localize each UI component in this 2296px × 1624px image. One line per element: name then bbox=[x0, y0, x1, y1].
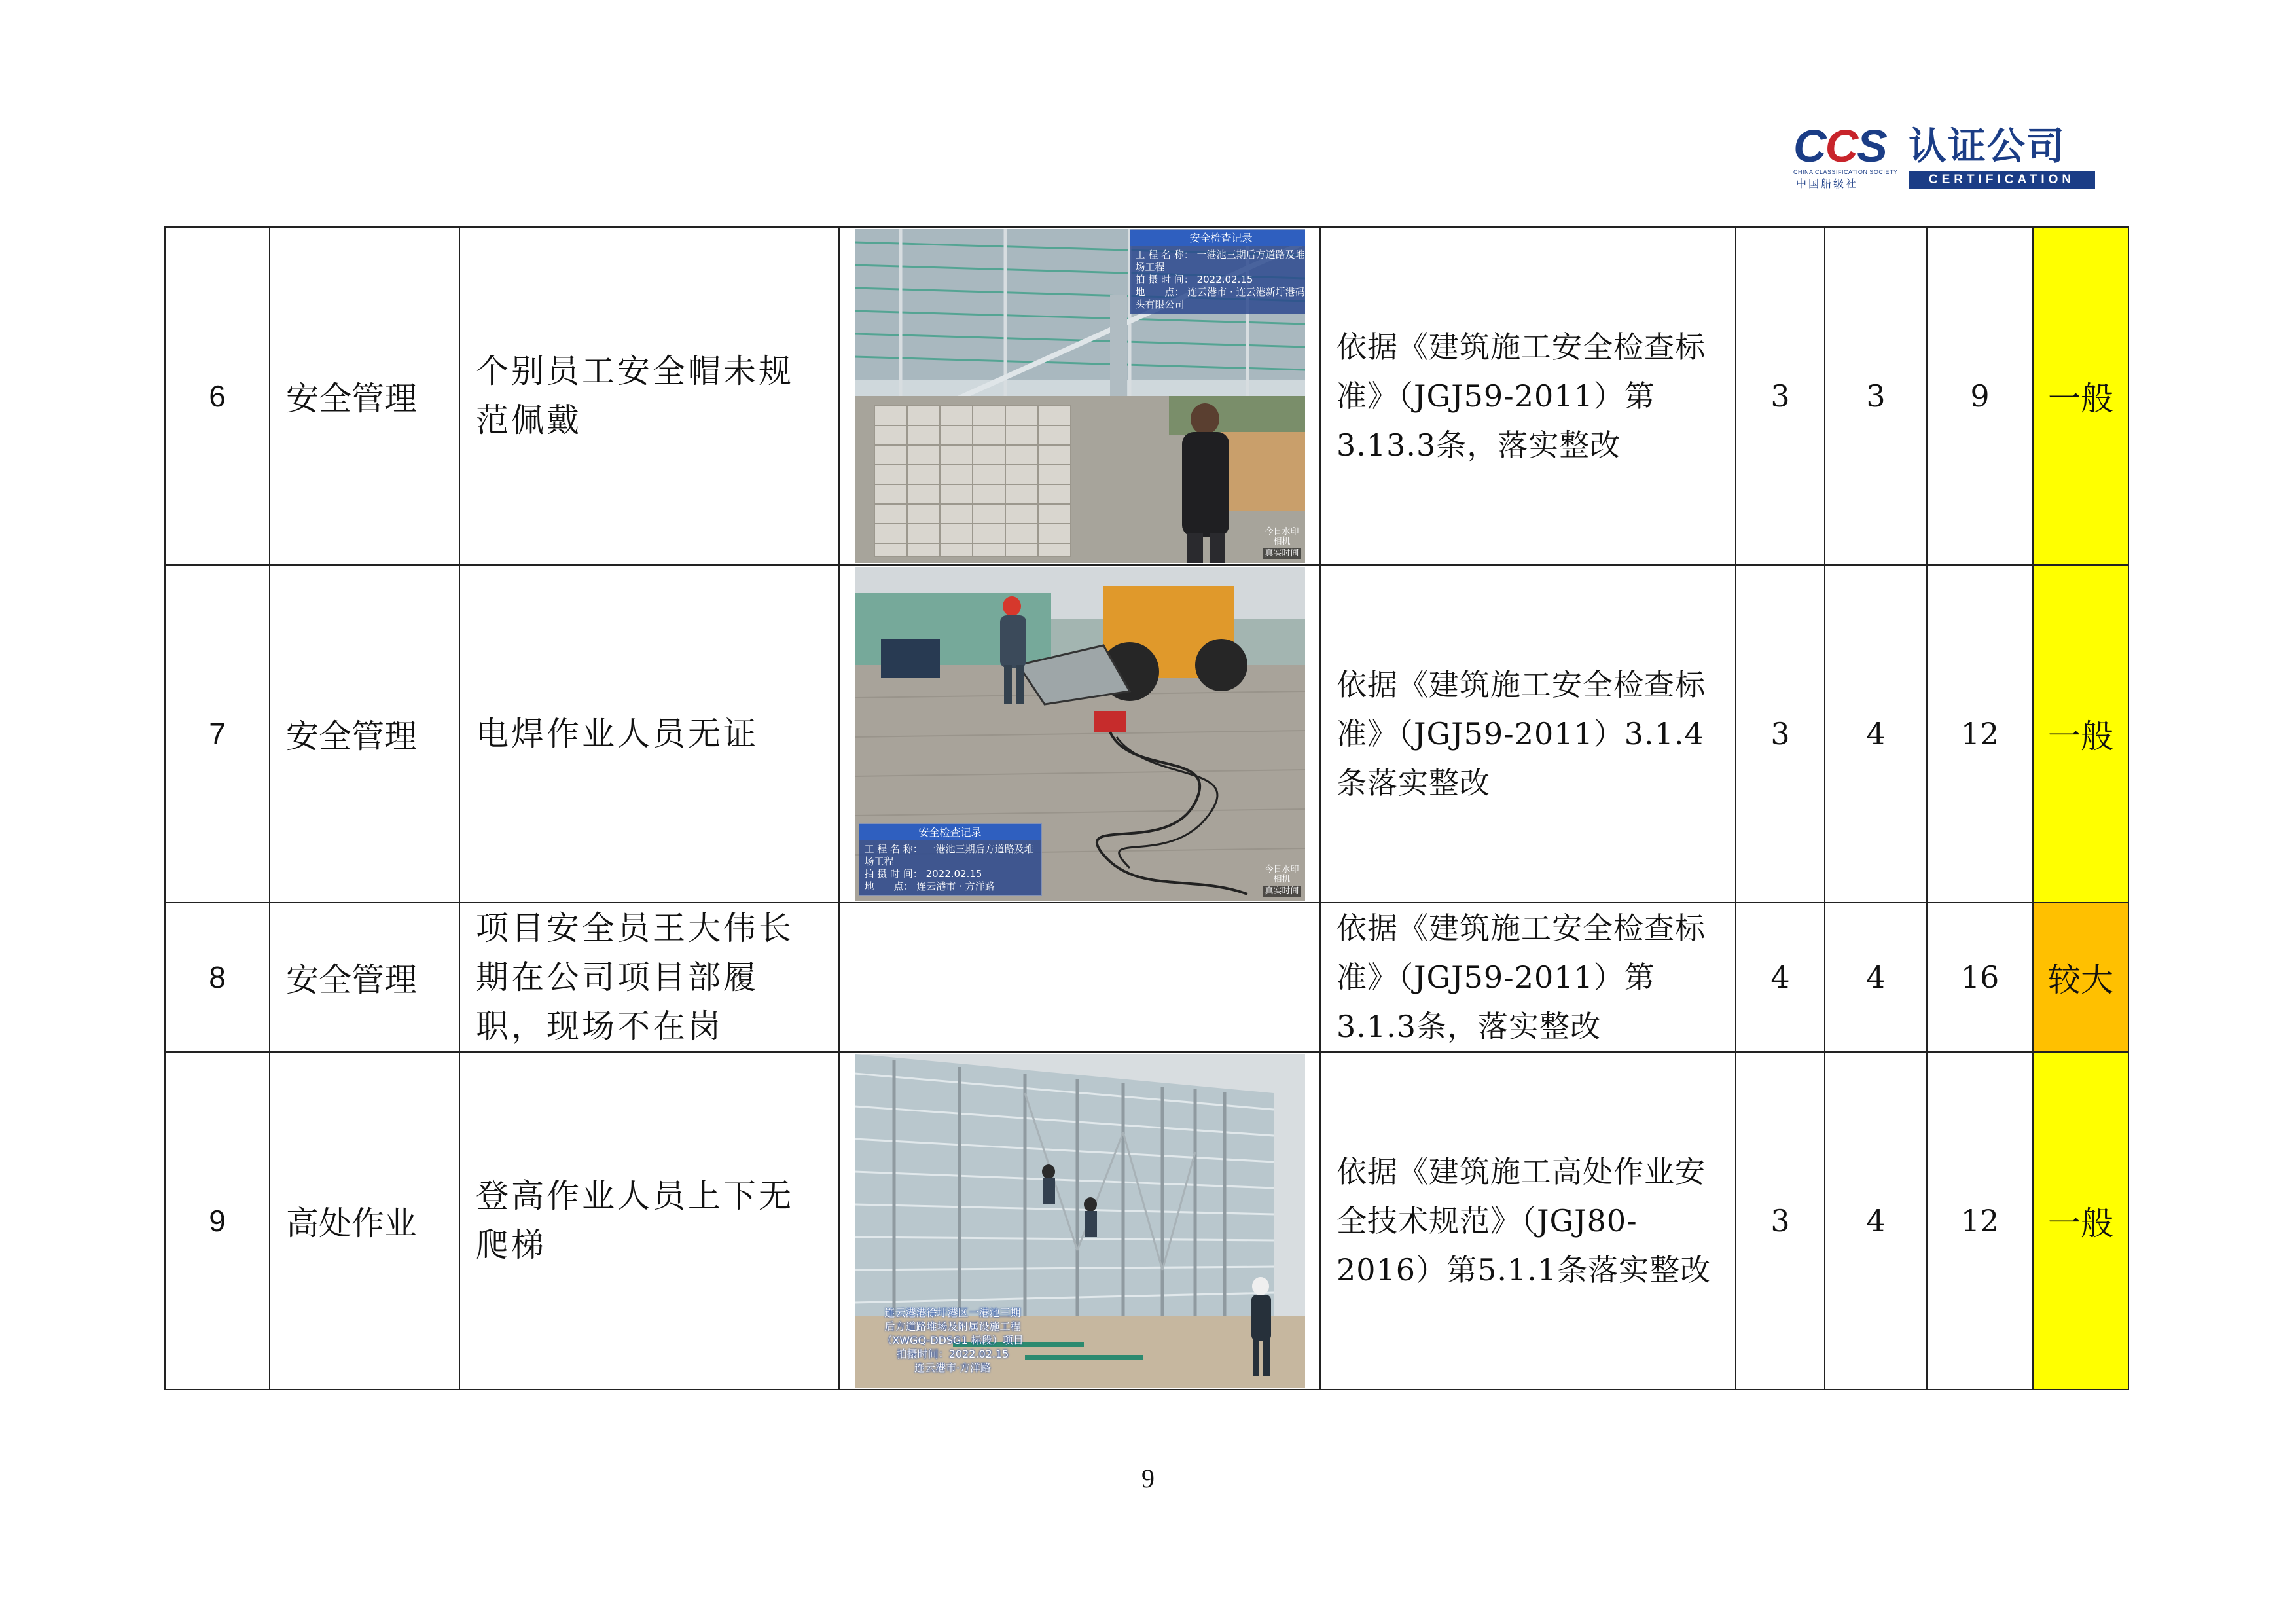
logo-certification-bar: CERTIFICATION bbox=[1909, 171, 2095, 189]
watermark-time: 拍 摄 时 间： 2022.02.15 bbox=[864, 868, 982, 880]
logo-society-en: CHINA CLASSIFICATION SOCIETY bbox=[1793, 169, 1898, 175]
stamp-brand: 今日水印 bbox=[1265, 527, 1299, 537]
row-basis: 依据《建筑施工安全检查标准》（JGJ59-2011）3.1.4条落实整改 bbox=[1320, 565, 1736, 903]
row-s-value: 3 bbox=[1736, 1052, 1825, 1390]
stamp-realtime: 真实时间 bbox=[1263, 548, 1300, 559]
inspection-table bbox=[164, 226, 2129, 1390]
watermark-project: 工 程 名 称： 一港池三期后方道路及堆场工程 bbox=[1135, 249, 1305, 273]
row-description: 项目安全员王大伟长期在公司项目部履职，现场不在岗 bbox=[459, 903, 839, 1052]
row-r-value: 16 bbox=[1927, 903, 2033, 1052]
row-l-value: 4 bbox=[1825, 1052, 1927, 1390]
site-photo bbox=[855, 1054, 1305, 1388]
logo-ccs-mark: CCS bbox=[1793, 120, 1886, 171]
caption-line: 拍摄时间：2022.02.15 bbox=[896, 1348, 1009, 1360]
page-number: 9 bbox=[1141, 1464, 1155, 1493]
row-number: 6 bbox=[165, 227, 270, 565]
row-photo-cell-empty bbox=[839, 903, 1320, 1052]
row-number: 7 bbox=[165, 565, 270, 903]
row-basis: 依据《建筑施工高处作业安全技术规范》（JGJ80-2016）第5.1.1条落实整改 bbox=[1320, 1052, 1736, 1390]
row-risk-level: 一般 bbox=[2033, 1052, 2128, 1390]
row-photo-cell bbox=[839, 227, 1320, 565]
photo-watermark bbox=[1130, 229, 1305, 314]
row-category: 安全管理 bbox=[270, 227, 459, 565]
row-risk-level: 一般 bbox=[2033, 227, 2128, 565]
row-s-value: 3 bbox=[1736, 565, 1825, 903]
row-basis: 依据《建筑施工安全检查标准》（JGJ59-2011）第3.13.3条，落实整改 bbox=[1320, 227, 1736, 565]
row-photo-cell bbox=[839, 1052, 1320, 1390]
logo-society-cn: 中国船级社 bbox=[1796, 177, 1859, 190]
stamp-camera: 相机 bbox=[1273, 875, 1291, 884]
table-row bbox=[165, 227, 2128, 565]
row-description: 电焊作业人员无证 bbox=[459, 565, 839, 903]
row-risk-level: 一般 bbox=[2033, 565, 2128, 903]
row-category: 安全管理 bbox=[270, 565, 459, 903]
row-description: 登高作业人员上下无爬梯 bbox=[459, 1052, 839, 1390]
watermark-location: 地 点： 连云港市 · 连云港新圩港码头有限公司 bbox=[1135, 286, 1305, 310]
photo-caption bbox=[861, 1306, 1045, 1375]
table-row bbox=[165, 903, 2128, 1052]
row-l-value: 4 bbox=[1825, 903, 1927, 1052]
watermark-title: 安全检查记录 bbox=[859, 824, 1041, 840]
watermark-project: 工 程 名 称： 一港池三期后方道路及堆场工程 bbox=[864, 843, 1034, 867]
row-risk-level: 较大 bbox=[2033, 903, 2128, 1052]
row-l-value: 3 bbox=[1825, 227, 1927, 565]
row-r-value: 12 bbox=[1927, 565, 2033, 903]
caption-line: 后方道路堆场及附属设施工程 bbox=[884, 1320, 1021, 1333]
logo-company-name: 认证公司 bbox=[1909, 124, 2066, 168]
row-category: 安全管理 bbox=[270, 903, 459, 1052]
row-s-value: 3 bbox=[1736, 227, 1825, 565]
watermark-location: 地 点： 连云港市 · 方洋路 bbox=[864, 880, 995, 892]
photo-stamp bbox=[1263, 865, 1300, 897]
caption-line: （XWGQ-DDSG1 标段）项目 bbox=[882, 1334, 1024, 1346]
site-photo bbox=[855, 229, 1305, 563]
row-r-value: 12 bbox=[1927, 1052, 2033, 1390]
table-row bbox=[165, 565, 2128, 903]
photo-watermark bbox=[859, 823, 1042, 896]
stamp-brand: 今日水印 bbox=[1265, 865, 1299, 875]
row-number: 9 bbox=[165, 1052, 270, 1390]
row-description: 个别员工安全帽未规范佩戴 bbox=[459, 227, 839, 565]
row-photo-cell bbox=[839, 565, 1320, 903]
row-s-value: 4 bbox=[1736, 903, 1825, 1052]
caption-line: 连云港市·方洋路 bbox=[914, 1362, 992, 1374]
site-photo bbox=[855, 567, 1305, 901]
table-row bbox=[165, 1052, 2128, 1390]
row-number: 8 bbox=[165, 903, 270, 1052]
photo-stamp bbox=[1263, 527, 1300, 559]
row-category: 高处作业 bbox=[270, 1052, 459, 1390]
row-basis: 依据《建筑施工安全检查标准》（JGJ59-2011）第3.1.3条，落实整改 bbox=[1320, 903, 1736, 1052]
caption-line: 连云港港徐圩港区一港池三期 bbox=[884, 1307, 1021, 1319]
row-r-value: 9 bbox=[1927, 227, 2033, 565]
watermark-time: 拍 摄 时 间： 2022.02.15 bbox=[1135, 274, 1253, 285]
stamp-realtime: 真实时间 bbox=[1263, 886, 1300, 897]
watermark-title: 安全检查记录 bbox=[1130, 230, 1305, 246]
row-l-value: 4 bbox=[1825, 565, 1927, 903]
stamp-camera: 相机 bbox=[1273, 537, 1291, 547]
ccs-certification-logo bbox=[1793, 120, 2098, 190]
